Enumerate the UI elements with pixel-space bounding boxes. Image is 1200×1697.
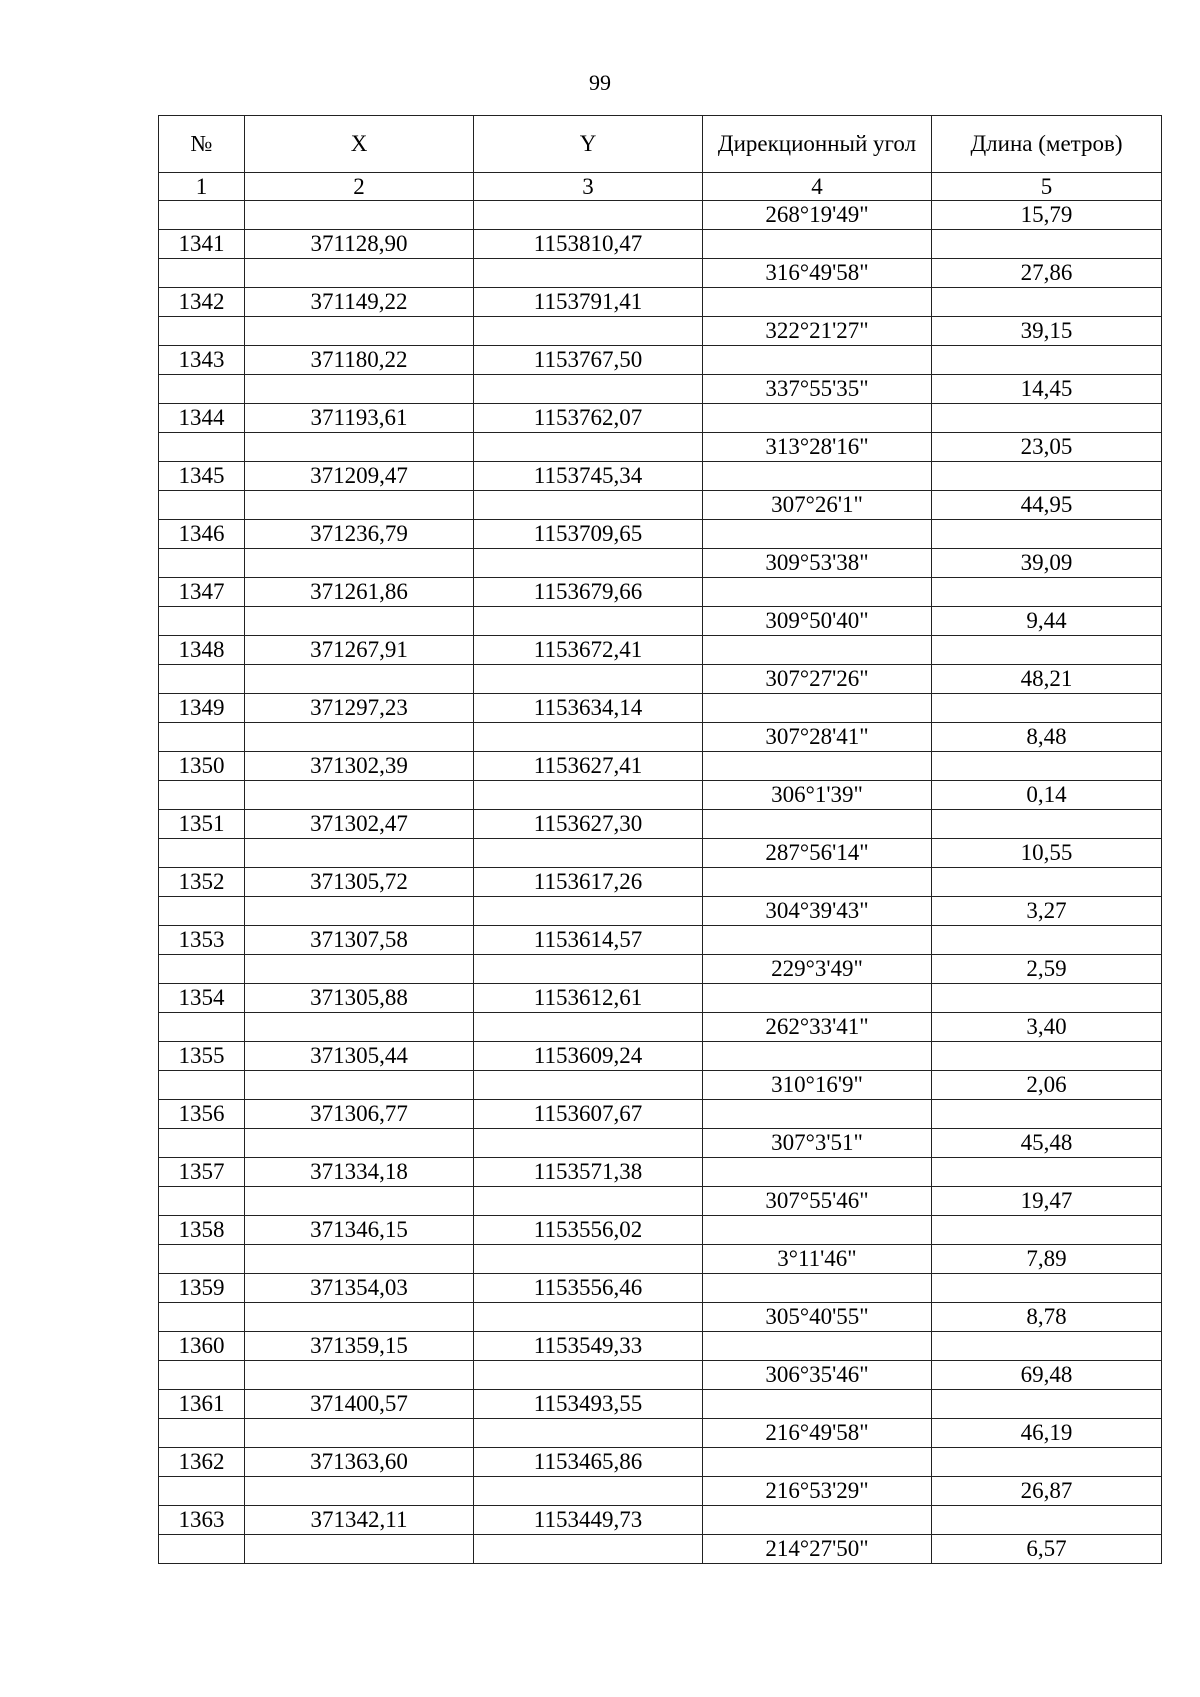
direction-angle-cell: 305°40'55" (703, 1303, 932, 1332)
length-cell: 3,27 (932, 897, 1162, 926)
direction-angle-cell (703, 1274, 932, 1303)
direction-angle-cell (703, 404, 932, 433)
point-number-cell (159, 665, 245, 694)
length-cell (932, 404, 1162, 433)
point-number-cell (159, 723, 245, 752)
point-number-cell (159, 491, 245, 520)
x-coordinate-cell: 371128,90 (245, 230, 474, 259)
point-number-cell: 1353 (159, 926, 245, 955)
header-y: Y (474, 116, 703, 173)
point-number-cell: 1359 (159, 1274, 245, 1303)
y-coordinate-cell: 1153493,55 (474, 1390, 703, 1419)
length-cell: 8,78 (932, 1303, 1162, 1332)
y-coordinate-cell (474, 375, 703, 404)
table-row (159, 1158, 1162, 1187)
column-number: 5 (932, 173, 1162, 201)
point-number-cell (159, 317, 245, 346)
direction-angle-cell: 307°28'41" (703, 723, 932, 752)
length-cell (932, 462, 1162, 491)
table-row (159, 1216, 1162, 1245)
length-cell (932, 1274, 1162, 1303)
length-cell: 15,79 (932, 201, 1162, 230)
x-coordinate-cell: 371307,58 (245, 926, 474, 955)
y-coordinate-cell (474, 1245, 703, 1274)
table-row (159, 810, 1162, 839)
header-direction-angle: Дирекционный угол (703, 116, 932, 173)
x-coordinate-cell: 371180,22 (245, 346, 474, 375)
x-coordinate-cell (245, 549, 474, 578)
x-coordinate-cell: 371363,60 (245, 1448, 474, 1477)
y-coordinate-cell: 1153679,66 (474, 578, 703, 607)
y-coordinate-cell (474, 665, 703, 694)
x-coordinate-cell: 371359,15 (245, 1332, 474, 1361)
direction-angle-cell (703, 230, 932, 259)
x-coordinate-cell (245, 375, 474, 404)
x-coordinate-cell (245, 839, 474, 868)
y-coordinate-cell (474, 1129, 703, 1158)
point-number-cell: 1341 (159, 230, 245, 259)
direction-angle-cell (703, 578, 932, 607)
length-cell: 2,59 (932, 955, 1162, 984)
table-row (159, 868, 1162, 897)
x-coordinate-cell (245, 1477, 474, 1506)
y-coordinate-cell (474, 607, 703, 636)
x-coordinate-cell (245, 259, 474, 288)
direction-angle-cell: 309°53'38" (703, 549, 932, 578)
y-coordinate-cell: 1153556,02 (474, 1216, 703, 1245)
column-number-row (159, 173, 1162, 201)
length-cell: 44,95 (932, 491, 1162, 520)
length-cell: 14,45 (932, 375, 1162, 404)
table-row (159, 259, 1162, 288)
point-number-cell: 1343 (159, 346, 245, 375)
length-cell: 46,19 (932, 1419, 1162, 1448)
y-coordinate-cell: 1153617,26 (474, 868, 703, 897)
y-coordinate-cell: 1153745,34 (474, 462, 703, 491)
point-number-cell (159, 1535, 245, 1564)
x-coordinate-cell (245, 607, 474, 636)
header-x: X (245, 116, 474, 173)
header-row (159, 116, 1162, 173)
table-row (159, 317, 1162, 346)
length-cell (932, 694, 1162, 723)
y-coordinate-cell: 1153672,41 (474, 636, 703, 665)
point-number-cell: 1348 (159, 636, 245, 665)
table-row (159, 1245, 1162, 1274)
point-number-cell (159, 549, 245, 578)
table-row (159, 1100, 1162, 1129)
y-coordinate-cell: 1153571,38 (474, 1158, 703, 1187)
length-cell (932, 520, 1162, 549)
table-row (159, 607, 1162, 636)
column-number: 3 (474, 173, 703, 201)
x-coordinate-cell: 371267,91 (245, 636, 474, 665)
direction-angle-cell: 216°53'29" (703, 1477, 932, 1506)
y-coordinate-cell (474, 781, 703, 810)
table-row (159, 288, 1162, 317)
point-number-cell: 1352 (159, 868, 245, 897)
length-cell: 27,86 (932, 259, 1162, 288)
x-coordinate-cell (245, 723, 474, 752)
y-coordinate-cell (474, 259, 703, 288)
table-row (159, 955, 1162, 984)
length-cell (932, 346, 1162, 375)
x-coordinate-cell: 371302,39 (245, 752, 474, 781)
coordinates-table (158, 115, 1162, 1564)
direction-angle-cell (703, 462, 932, 491)
length-cell: 8,48 (932, 723, 1162, 752)
length-cell: 26,87 (932, 1477, 1162, 1506)
point-number-cell (159, 1071, 245, 1100)
length-cell: 0,14 (932, 781, 1162, 810)
direction-angle-cell: 268°19'49" (703, 201, 932, 230)
x-coordinate-cell: 371400,57 (245, 1390, 474, 1419)
x-coordinate-cell (245, 433, 474, 462)
point-number-cell (159, 1361, 245, 1390)
point-number-cell (159, 1187, 245, 1216)
table-row (159, 839, 1162, 868)
table-row (159, 1187, 1162, 1216)
point-number-cell (159, 1303, 245, 1332)
point-number-cell: 1346 (159, 520, 245, 549)
point-number-cell: 1361 (159, 1390, 245, 1419)
length-cell: 3,40 (932, 1013, 1162, 1042)
point-number-cell: 1350 (159, 752, 245, 781)
x-coordinate-cell (245, 317, 474, 346)
x-coordinate-cell (245, 1129, 474, 1158)
y-coordinate-cell (474, 1361, 703, 1390)
point-number-cell (159, 839, 245, 868)
y-coordinate-cell (474, 1013, 703, 1042)
y-coordinate-cell (474, 1477, 703, 1506)
direction-angle-cell: 309°50'40" (703, 607, 932, 636)
length-cell (932, 926, 1162, 955)
y-coordinate-cell: 1153609,24 (474, 1042, 703, 1071)
length-cell (932, 1448, 1162, 1477)
y-coordinate-cell (474, 1187, 703, 1216)
length-cell (932, 1332, 1162, 1361)
direction-angle-cell: 306°35'46" (703, 1361, 932, 1390)
point-number-cell (159, 375, 245, 404)
length-cell: 48,21 (932, 665, 1162, 694)
direction-angle-cell (703, 1042, 932, 1071)
direction-angle-cell (703, 1158, 932, 1187)
table-row (159, 433, 1162, 462)
table-row (159, 549, 1162, 578)
y-coordinate-cell: 1153762,07 (474, 404, 703, 433)
x-coordinate-cell (245, 1187, 474, 1216)
table-row (159, 636, 1162, 665)
direction-angle-cell (703, 868, 932, 897)
x-coordinate-cell: 371193,61 (245, 404, 474, 433)
length-cell (932, 636, 1162, 665)
table-row (159, 781, 1162, 810)
point-number-cell: 1357 (159, 1158, 245, 1187)
y-coordinate-cell: 1153549,33 (474, 1332, 703, 1361)
x-coordinate-cell: 371261,86 (245, 578, 474, 607)
point-number-cell: 1355 (159, 1042, 245, 1071)
table-row (159, 1535, 1162, 1564)
length-cell: 9,44 (932, 607, 1162, 636)
x-coordinate-cell (245, 955, 474, 984)
point-number-cell (159, 1013, 245, 1042)
direction-angle-cell (703, 752, 932, 781)
length-cell: 45,48 (932, 1129, 1162, 1158)
y-coordinate-cell: 1153449,73 (474, 1506, 703, 1535)
table-row (159, 578, 1162, 607)
x-coordinate-cell: 371342,11 (245, 1506, 474, 1535)
y-coordinate-cell: 1153767,50 (474, 346, 703, 375)
table-row (159, 897, 1162, 926)
x-coordinate-cell (245, 665, 474, 694)
direction-angle-cell: 304°39'43" (703, 897, 932, 926)
length-cell: 19,47 (932, 1187, 1162, 1216)
x-coordinate-cell (245, 1303, 474, 1332)
y-coordinate-cell (474, 1303, 703, 1332)
length-cell (932, 1390, 1162, 1419)
point-number-cell: 1360 (159, 1332, 245, 1361)
table-row (159, 1332, 1162, 1361)
y-coordinate-cell: 1153810,47 (474, 230, 703, 259)
x-coordinate-cell (245, 1013, 474, 1042)
y-coordinate-cell (474, 1535, 703, 1564)
x-coordinate-cell: 371334,18 (245, 1158, 474, 1187)
length-cell: 39,09 (932, 549, 1162, 578)
length-cell: 6,57 (932, 1535, 1162, 1564)
table-row (159, 520, 1162, 549)
length-cell: 69,48 (932, 1361, 1162, 1390)
table-row (159, 1419, 1162, 1448)
point-number-cell (159, 1477, 245, 1506)
direction-angle-cell: 337°55'35" (703, 375, 932, 404)
direction-angle-cell: 229°3'49" (703, 955, 932, 984)
table-row (159, 926, 1162, 955)
y-coordinate-cell (474, 549, 703, 578)
y-coordinate-cell (474, 201, 703, 230)
table-row (159, 1129, 1162, 1158)
point-number-cell (159, 1419, 245, 1448)
header-number: № (159, 116, 245, 173)
direction-angle-cell (703, 520, 932, 549)
direction-angle-cell: 216°49'58" (703, 1419, 932, 1448)
table-row (159, 1303, 1162, 1332)
table-row (159, 984, 1162, 1013)
y-coordinate-cell: 1153627,30 (474, 810, 703, 839)
point-number-cell (159, 781, 245, 810)
table-row (159, 1448, 1162, 1477)
point-number-cell: 1356 (159, 1100, 245, 1129)
direction-angle-cell (703, 984, 932, 1013)
point-number-cell (159, 1245, 245, 1274)
table-row (159, 346, 1162, 375)
direction-angle-cell: 310°16'9" (703, 1071, 932, 1100)
length-cell: 39,15 (932, 317, 1162, 346)
y-coordinate-cell (474, 723, 703, 752)
length-cell (932, 578, 1162, 607)
x-coordinate-cell (245, 1071, 474, 1100)
column-number: 1 (159, 173, 245, 201)
table-row (159, 491, 1162, 520)
direction-angle-cell: 307°27'26" (703, 665, 932, 694)
length-cell (932, 1216, 1162, 1245)
y-coordinate-cell: 1153465,86 (474, 1448, 703, 1477)
direction-angle-cell: 3°11'46" (703, 1245, 932, 1274)
x-coordinate-cell: 371297,23 (245, 694, 474, 723)
direction-angle-cell: 307°26'1" (703, 491, 932, 520)
length-cell: 7,89 (932, 1245, 1162, 1274)
direction-angle-cell (703, 1216, 932, 1245)
table-row (159, 1477, 1162, 1506)
length-cell (932, 1100, 1162, 1129)
direction-angle-cell: 307°55'46" (703, 1187, 932, 1216)
point-number-cell (159, 259, 245, 288)
point-number-cell: 1358 (159, 1216, 245, 1245)
table-row (159, 1274, 1162, 1303)
direction-angle-cell (703, 810, 932, 839)
point-number-cell: 1344 (159, 404, 245, 433)
direction-angle-cell: 307°3'51" (703, 1129, 932, 1158)
x-coordinate-cell (245, 1535, 474, 1564)
point-number-cell: 1345 (159, 462, 245, 491)
column-number: 4 (703, 173, 932, 201)
direction-angle-cell (703, 1390, 932, 1419)
y-coordinate-cell (474, 491, 703, 520)
direction-angle-cell: 262°33'41" (703, 1013, 932, 1042)
point-number-cell (159, 433, 245, 462)
point-number-cell: 1351 (159, 810, 245, 839)
table-row (159, 1361, 1162, 1390)
length-cell (932, 288, 1162, 317)
table-row (159, 752, 1162, 781)
y-coordinate-cell (474, 955, 703, 984)
length-cell: 2,06 (932, 1071, 1162, 1100)
point-number-cell: 1342 (159, 288, 245, 317)
y-coordinate-cell: 1153627,41 (474, 752, 703, 781)
x-coordinate-cell: 371305,88 (245, 984, 474, 1013)
direction-angle-cell (703, 636, 932, 665)
x-coordinate-cell: 371354,03 (245, 1274, 474, 1303)
point-number-cell: 1354 (159, 984, 245, 1013)
x-coordinate-cell: 371306,77 (245, 1100, 474, 1129)
x-coordinate-cell (245, 781, 474, 810)
point-number-cell: 1362 (159, 1448, 245, 1477)
length-cell (932, 230, 1162, 259)
length-cell: 23,05 (932, 433, 1162, 462)
direction-angle-cell: 287°56'14" (703, 839, 932, 868)
y-coordinate-cell: 1153614,57 (474, 926, 703, 955)
page-number: 99 (589, 70, 611, 95)
table-row (159, 462, 1162, 491)
x-coordinate-cell (245, 201, 474, 230)
y-coordinate-cell: 1153612,61 (474, 984, 703, 1013)
x-coordinate-cell (245, 491, 474, 520)
direction-angle-cell (703, 694, 932, 723)
y-coordinate-cell (474, 317, 703, 346)
table-row (159, 665, 1162, 694)
x-coordinate-cell: 371209,47 (245, 462, 474, 491)
point-number-cell (159, 607, 245, 636)
x-coordinate-cell (245, 1245, 474, 1274)
table-row (159, 1013, 1162, 1042)
table-row (159, 723, 1162, 752)
y-coordinate-cell (474, 839, 703, 868)
header-length: Длина (метров) (932, 116, 1162, 173)
length-cell (932, 1158, 1162, 1187)
length-cell (932, 984, 1162, 1013)
table-row (159, 404, 1162, 433)
point-number-cell: 1349 (159, 694, 245, 723)
direction-angle-cell (703, 288, 932, 317)
y-coordinate-cell: 1153709,65 (474, 520, 703, 549)
direction-angle-cell: 316°49'58" (703, 259, 932, 288)
table-row (159, 201, 1162, 230)
x-coordinate-cell: 371346,15 (245, 1216, 474, 1245)
point-number-cell (159, 201, 245, 230)
table-row (159, 1390, 1162, 1419)
direction-angle-cell (703, 1100, 932, 1129)
y-coordinate-cell (474, 433, 703, 462)
point-number-cell (159, 1129, 245, 1158)
direction-angle-cell: 313°28'16" (703, 433, 932, 462)
direction-angle-cell (703, 926, 932, 955)
x-coordinate-cell: 371305,72 (245, 868, 474, 897)
direction-angle-cell (703, 1448, 932, 1477)
table-body (159, 201, 1162, 1564)
point-number-cell (159, 955, 245, 984)
table-row (159, 1071, 1162, 1100)
x-coordinate-cell (245, 897, 474, 926)
y-coordinate-cell: 1153556,46 (474, 1274, 703, 1303)
direction-angle-cell: 306°1'39" (703, 781, 932, 810)
column-number: 2 (245, 173, 474, 201)
direction-angle-cell: 214°27'50" (703, 1535, 932, 1564)
x-coordinate-cell: 371305,44 (245, 1042, 474, 1071)
x-coordinate-cell: 371149,22 (245, 288, 474, 317)
direction-angle-cell: 322°21'27" (703, 317, 932, 346)
length-cell: 10,55 (932, 839, 1162, 868)
direction-angle-cell (703, 1506, 932, 1535)
point-number-cell: 1347 (159, 578, 245, 607)
table-row (159, 1042, 1162, 1071)
point-number-cell: 1363 (159, 1506, 245, 1535)
y-coordinate-cell: 1153607,67 (474, 1100, 703, 1129)
table-row (159, 375, 1162, 404)
x-coordinate-cell: 371236,79 (245, 520, 474, 549)
x-coordinate-cell (245, 1361, 474, 1390)
length-cell (932, 868, 1162, 897)
length-cell (932, 810, 1162, 839)
y-coordinate-cell (474, 1071, 703, 1100)
y-coordinate-cell: 1153634,14 (474, 694, 703, 723)
x-coordinate-cell: 371302,47 (245, 810, 474, 839)
x-coordinate-cell (245, 1419, 474, 1448)
point-number-cell (159, 897, 245, 926)
length-cell (932, 1506, 1162, 1535)
y-coordinate-cell (474, 897, 703, 926)
table-row (159, 694, 1162, 723)
length-cell (932, 752, 1162, 781)
direction-angle-cell (703, 1332, 932, 1361)
table-row (159, 230, 1162, 259)
table-row (159, 1506, 1162, 1535)
length-cell (932, 1042, 1162, 1071)
y-coordinate-cell: 1153791,41 (474, 288, 703, 317)
y-coordinate-cell (474, 1419, 703, 1448)
direction-angle-cell (703, 346, 932, 375)
